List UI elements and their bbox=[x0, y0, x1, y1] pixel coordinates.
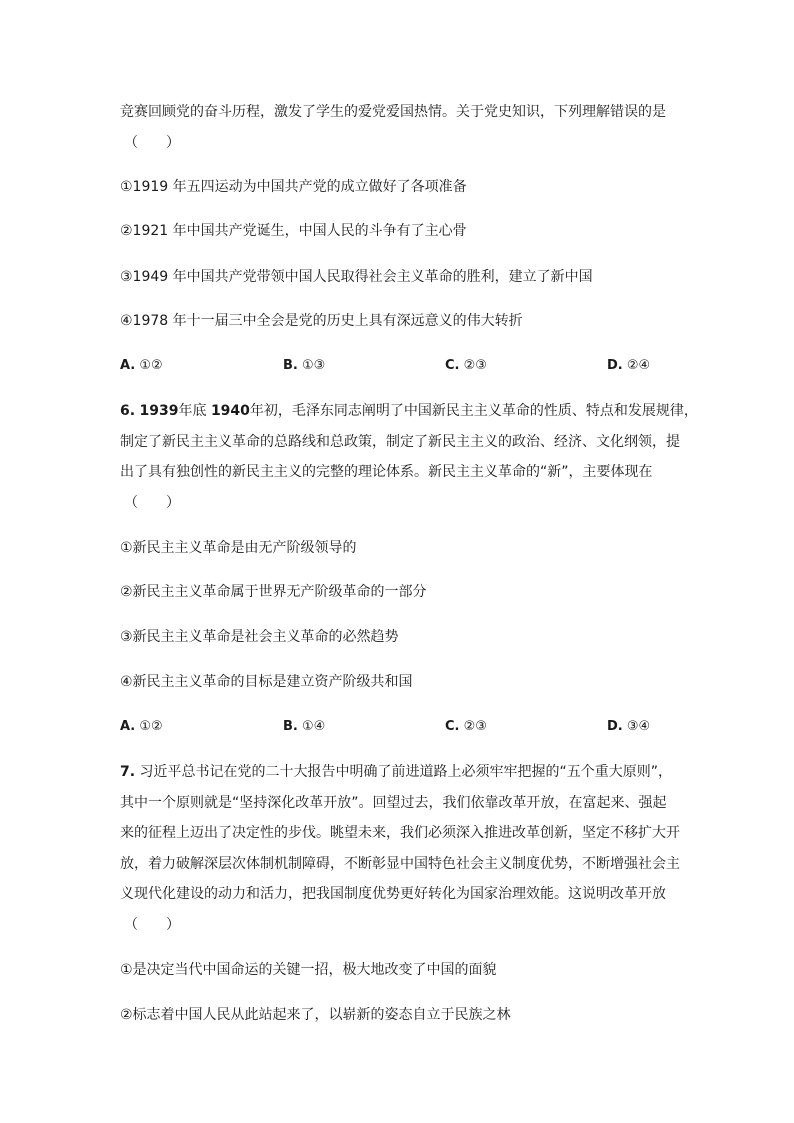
option-text: ①② bbox=[139, 358, 163, 373]
q7-stem-line-3: 来的征程上迈出了决定性的步伐。眺望未来，我们必须深入推进改革创新，坚定不移扩大开 bbox=[120, 825, 680, 841]
q6-stem-line-1 bbox=[120, 401, 698, 421]
option-letter: A. bbox=[120, 719, 136, 734]
option-letter: A. bbox=[120, 358, 136, 373]
q6-stem-rest: 年初，毛泽东同志阐明了中国新民主主义革命的性质、特点和发展规律， bbox=[249, 403, 698, 419]
option-letter: B. bbox=[283, 719, 298, 734]
option-text: ①② bbox=[139, 719, 163, 734]
q6-statement-1: ①新民主主义革命是由无产阶级领导的 bbox=[120, 540, 357, 556]
q5-answer-paren: （ ） bbox=[124, 135, 180, 151]
q7-number: 7. bbox=[120, 764, 136, 780]
q7-stem-line-2: 其中一个原则就是“坚持深化改革开放”。回望过去，我们依靠改革开放，在富起来、强起 bbox=[120, 795, 667, 811]
option-letter: B. bbox=[283, 358, 298, 373]
q7-answer-paren: （ ） bbox=[124, 917, 180, 933]
q6-stem-line-3: 出了具有独创性的新民主主义的完整的理论体系。新民主主义革命的“新”，主要体现在 bbox=[120, 464, 653, 480]
option-text: ①④ bbox=[302, 719, 326, 734]
q6-option-c[interactable] bbox=[445, 717, 487, 737]
q5-option-a[interactable] bbox=[120, 356, 163, 376]
q7-stem-line-4: 放，着力破解深层次体制机制障碍，不断彰显中国特色社会主义制度优势，不断增强社会主 bbox=[120, 856, 680, 872]
q7-stem-line-1 bbox=[120, 762, 672, 782]
q6-stem-line-2: 制定了新民主主义革命的总路线和总政策，制定了新民主主义的政治、经济、文化纲领，提 bbox=[120, 434, 680, 450]
q7-statement-2: ②标志着中国人民从此站起来了，以崭新的姿态自立于民族之林 bbox=[120, 1007, 511, 1023]
q6-option-d[interactable] bbox=[607, 717, 650, 737]
option-letter: C. bbox=[445, 719, 460, 734]
q7-statement-1: ①是决定当代中国命运的关键一招，极大地改变了中国的面貌 bbox=[120, 962, 497, 978]
option-text: ②③ bbox=[463, 719, 487, 734]
q6-number: 6. bbox=[120, 403, 136, 419]
option-letter: D. bbox=[607, 719, 623, 734]
q5-option-c[interactable] bbox=[445, 356, 487, 376]
q7-stem-line-5: 义现代化建设的动力和活力，把我国制度优势更好转化为国家治理效能。这说明改革开放 bbox=[120, 886, 666, 902]
q7-stem-text: 习近平总书记在党的二十大报告中明确了前进道路上必须牢牢把握的“五个重大原则”， bbox=[139, 764, 673, 780]
q6-statement-3: ③新民主主义革命是社会主义革命的必然趋势 bbox=[120, 629, 399, 645]
q6-statement-4: ④新民主主义革命的目标是建立资产阶级共和国 bbox=[120, 674, 413, 690]
q5-statement-2: ②1921 年中国共产党诞生，中国人民的斗争有了主心骨 bbox=[120, 223, 467, 239]
q6-stem-mid: 年底 bbox=[178, 403, 207, 419]
q6-statement-2: ②新民主主义革命属于世界无产阶级革命的一部分 bbox=[120, 584, 427, 600]
q5-stem-line: 竞赛回顾党的奋斗历程，激发了学生的爱党爱国热情。关于党史知识，下列理解错误的是 bbox=[120, 104, 666, 120]
q5-statement-3: ③1949 年中国共产党带领中国人民取得社会主义革命的胜利，建立了新中国 bbox=[120, 269, 593, 285]
q6-year-2: 1940 bbox=[210, 403, 250, 419]
option-text: ②④ bbox=[626, 358, 651, 373]
q6-option-b[interactable] bbox=[283, 717, 325, 737]
option-text: ①③ bbox=[302, 358, 326, 373]
option-text: ②③ bbox=[463, 358, 487, 373]
q5-option-b[interactable] bbox=[283, 356, 325, 376]
q6-option-a[interactable] bbox=[120, 717, 163, 737]
q6-answer-paren: （ ） bbox=[124, 495, 180, 511]
q6-year-1: 1939 bbox=[139, 403, 179, 419]
option-letter: C. bbox=[445, 358, 460, 373]
option-text: ③④ bbox=[626, 719, 651, 734]
option-letter: D. bbox=[607, 358, 623, 373]
q5-statement-4: ④1978 年十一届三中全会是党的历史上具有深远意义的伟大转折 bbox=[120, 313, 523, 329]
q5-option-d[interactable] bbox=[607, 356, 650, 376]
q5-statement-1: ①1919 年五四运动为中国共产党的成立做好了各项准备 bbox=[120, 179, 467, 195]
